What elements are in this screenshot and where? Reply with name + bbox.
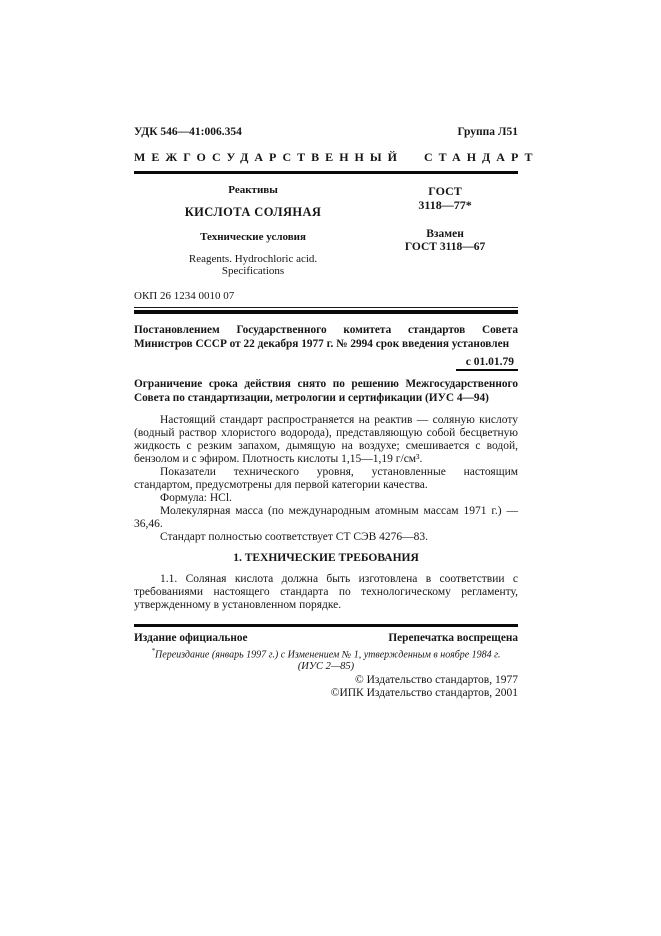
paragraph-quality: Показатели технического уровня, установленные настоящим стандартом, предусмотрены для первой категории качества. xyxy=(134,466,518,491)
gost-label: ГОСТ xyxy=(428,184,462,198)
gost-designation xyxy=(372,184,518,212)
paragraph-1-1: 1.1. Соляная кислота должна быть изготовлена в соответствии с требованиями настоящего стандарта по технологическому регламенту, утвержденному в установленном порядке. xyxy=(134,573,518,611)
official-edition-label: Издание официальное xyxy=(134,632,248,644)
gost-number: 3118—77* xyxy=(418,198,472,212)
reissue-footnote xyxy=(134,646,518,660)
divider xyxy=(134,624,518,627)
title-block xyxy=(134,184,518,277)
okp-code: ОКП 26 1234 0010 07 xyxy=(134,290,518,308)
standard-type-title: МЕЖГОСУДАРСТВЕННЫЙ СТАНДАРТ xyxy=(134,150,539,164)
section-heading: 1. ТЕХНИЧЕСКИЕ ТРЕБОВАНИЯ xyxy=(233,552,419,564)
copyright-2001: ©ИПК Издательство стандартов, 2001 xyxy=(330,687,518,700)
title-column xyxy=(134,184,372,277)
footnote-text: Переиздание (январь 1997 г.) с Изменением № 1, утвержденным в ноябре 1984 г. xyxy=(155,649,501,661)
limitation-notice: Ограничение срока действия снято по решению Межгосударственного Совета по стандартизации, метрологии и сертификации (ИУС 4—94) xyxy=(134,378,518,404)
gost-column xyxy=(372,184,518,277)
title-english-line1: Reagents. Hydrochloric acid. xyxy=(188,253,318,265)
paragraph-scope: Настоящий стандарт распространяется на реактив — соляную кислоту (водный раствор хлористого водорода), представляющую собой бесцветную жидкость с резким запахом, дымящую на воздухе; смешивается с водой, бензолом и с эфиром. Плотность кислоты 1,15—1,19 г/см³. xyxy=(134,414,518,465)
page-footer xyxy=(134,624,518,700)
category-label: Реактивы xyxy=(228,184,278,196)
replaces-block xyxy=(372,228,518,254)
effective-date: с 01.01.79 xyxy=(456,356,518,371)
divider xyxy=(134,171,518,174)
divider xyxy=(134,310,518,314)
title-english-line2: Specifications xyxy=(221,265,285,277)
ius-reference: (ИУС 2—85) xyxy=(297,661,355,673)
paragraph-molar-mass: Молекулярная масса (по международным атомным массам 1971 г.) — 36,46. xyxy=(134,505,518,530)
effective-date-row xyxy=(134,352,518,371)
reprint-notice-label: Перепечатка воспрещена xyxy=(388,632,518,644)
document-page xyxy=(134,126,539,700)
replaces-label: Взамен xyxy=(426,228,464,240)
document-subtitle: Технические условия xyxy=(200,231,306,243)
body-text xyxy=(134,414,518,544)
paragraph-sev: Стандарт полностью соответствует СТ СЭВ 4276—83. xyxy=(160,531,429,543)
paragraph-formula: Формула: HCl. xyxy=(160,492,232,504)
classification-row xyxy=(134,126,518,138)
replaces-number: ГОСТ 3118—67 xyxy=(404,241,486,253)
udk-code: УДК 546—41:006.354 xyxy=(134,126,242,138)
title-english xyxy=(134,253,372,277)
footnote-marker: * xyxy=(151,647,156,655)
edition-row xyxy=(134,632,518,644)
enactment-decree: Постановлением Государственного комитета стандартов Совета Министров СССР от 22 декабря 1977 г. № 2994 срок введения установлен xyxy=(134,324,518,350)
section-body xyxy=(134,573,518,612)
document-title: КИСЛОТА СОЛЯНАЯ xyxy=(184,205,322,219)
group-code: Группа Л51 xyxy=(457,126,518,138)
copyright-1977: © Издательство стандартов, 1977 xyxy=(354,674,518,687)
